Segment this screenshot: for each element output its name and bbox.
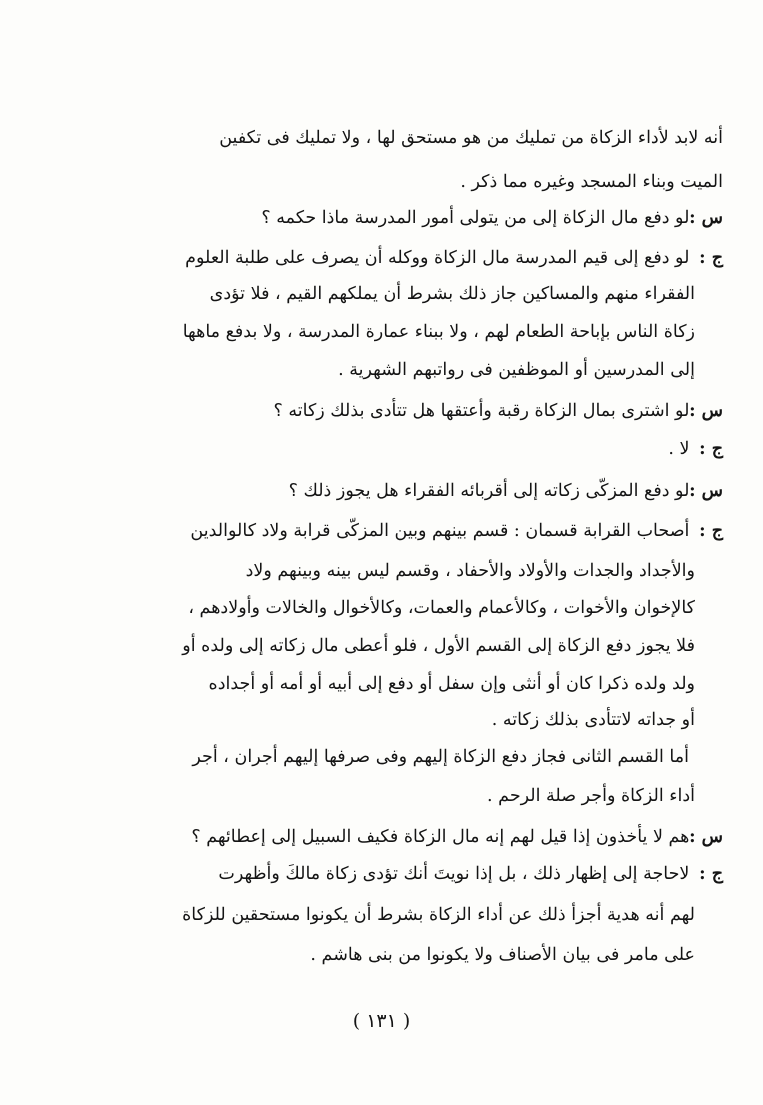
answer-marker: ج : (699, 439, 723, 459)
answer-line: على مامر فى بيان الأصناف ولا يكونوا من بنى هاشم . (310, 945, 695, 965)
answer-text: لو دفع إلى قيم المدرسة مال الزكاة ووكله أن يصرف على طلبة العلوم (185, 248, 690, 268)
answer-line: أما القسم الثانى فجاز دفع الزكاة إليهم وفى صرفها إليهم أجران ، أجر (192, 747, 689, 767)
question-line (92, 200, 723, 236)
question-line (92, 473, 723, 509)
answer-line: أو جداته لاتتأدى بذلك زكاته . (491, 710, 695, 730)
page-number: ( ١٣١ ) (352, 1010, 411, 1032)
question-text: لو دفع مال الزكاة إلى من يتولى أمور المدرسة ماذا حكمه ؟ (261, 208, 690, 228)
text-line: الميت وبناء المسجد وغيره مما ذكر . (460, 172, 723, 192)
text-line: أنه لابد لأداء الزكاة من تمليك من هو مستحق لها ، ولا تمليك فى تكفين (219, 128, 723, 148)
answer-marker: ج : (699, 521, 723, 541)
answer-line: لهم أنه هدية أجزأ ذلك عن أداء الزكاة بشرط أن يكونوا مستحقين للزكاة (182, 905, 695, 925)
answer-line (92, 513, 723, 549)
answer-line: فلا يجوز دفع الزكاة إلى القسم الأول ، فلو أعطى مال زكاته إلى ولده أو (182, 636, 695, 656)
answer-marker: ج : (699, 864, 723, 884)
question-text: لو دفع المزكّى زكاته إلى أقربائه الفقراء هل يجوز ذلك ؟ (288, 481, 690, 501)
question-marker: س : (689, 401, 723, 421)
question-marker: س : (689, 481, 723, 501)
answer-line: ولد ولده ذكرا كان أو أنثى وإن سفل أو دفع إلى أبيه أو أمه أو أجداده (208, 674, 695, 694)
answer-line: زكاة الناس بإباحة الطعام لهم ، ولا ببناء عمارة المدرسة ، ولا بدفع ماهها (182, 322, 695, 342)
question-line (92, 393, 723, 429)
answer-line (92, 856, 723, 892)
answer-line: والأجداد والجدات والأولاد والأحفاد ، وقسم ليس بينه وبينهم ولاد (245, 561, 695, 581)
answer-line (92, 431, 723, 467)
answer-text: لاحاجة إلى إظهار ذلك ، بل إذا نويتَ أنك تؤدى زكاة مالكَ وأظهرت (218, 864, 690, 884)
question-text: هم لا يأخذون إذا قيل لهم إنه مال الزكاة فكيف السبيل إلى إعطائهم ؟ (191, 827, 690, 847)
answer-line: إلى المدرسين أو الموظفين فى رواتبهم الشهرية . (338, 360, 695, 380)
answer-line: كالإخوان والأخوات ، وكالأعمام والعمات، وكالأخوال والخالات وأولادهم ، (188, 598, 695, 618)
answer-line: أداء الزكاة وأجر صلة الرحم . (487, 786, 695, 806)
question-line (92, 819, 723, 855)
answer-text: أصحاب القرابة قسمان : قسم بينهم وبين المزكّى قرابة ولاد كالوالدين (190, 521, 690, 541)
answer-marker: ج : (699, 248, 723, 268)
question-marker: س : (689, 827, 723, 847)
answer-text: لا . (668, 439, 690, 459)
question-text: لو اشترى بمال الزكاة رقبة وأعتقها هل تتأدى بذلك زكاته ؟ (273, 401, 690, 421)
question-marker: س : (689, 208, 723, 228)
answer-line: الفقراء منهم والمساكين جاز ذلك بشرط أن يملكهم القيم ، فلا تؤدى (209, 284, 695, 304)
answer-line (92, 240, 723, 276)
